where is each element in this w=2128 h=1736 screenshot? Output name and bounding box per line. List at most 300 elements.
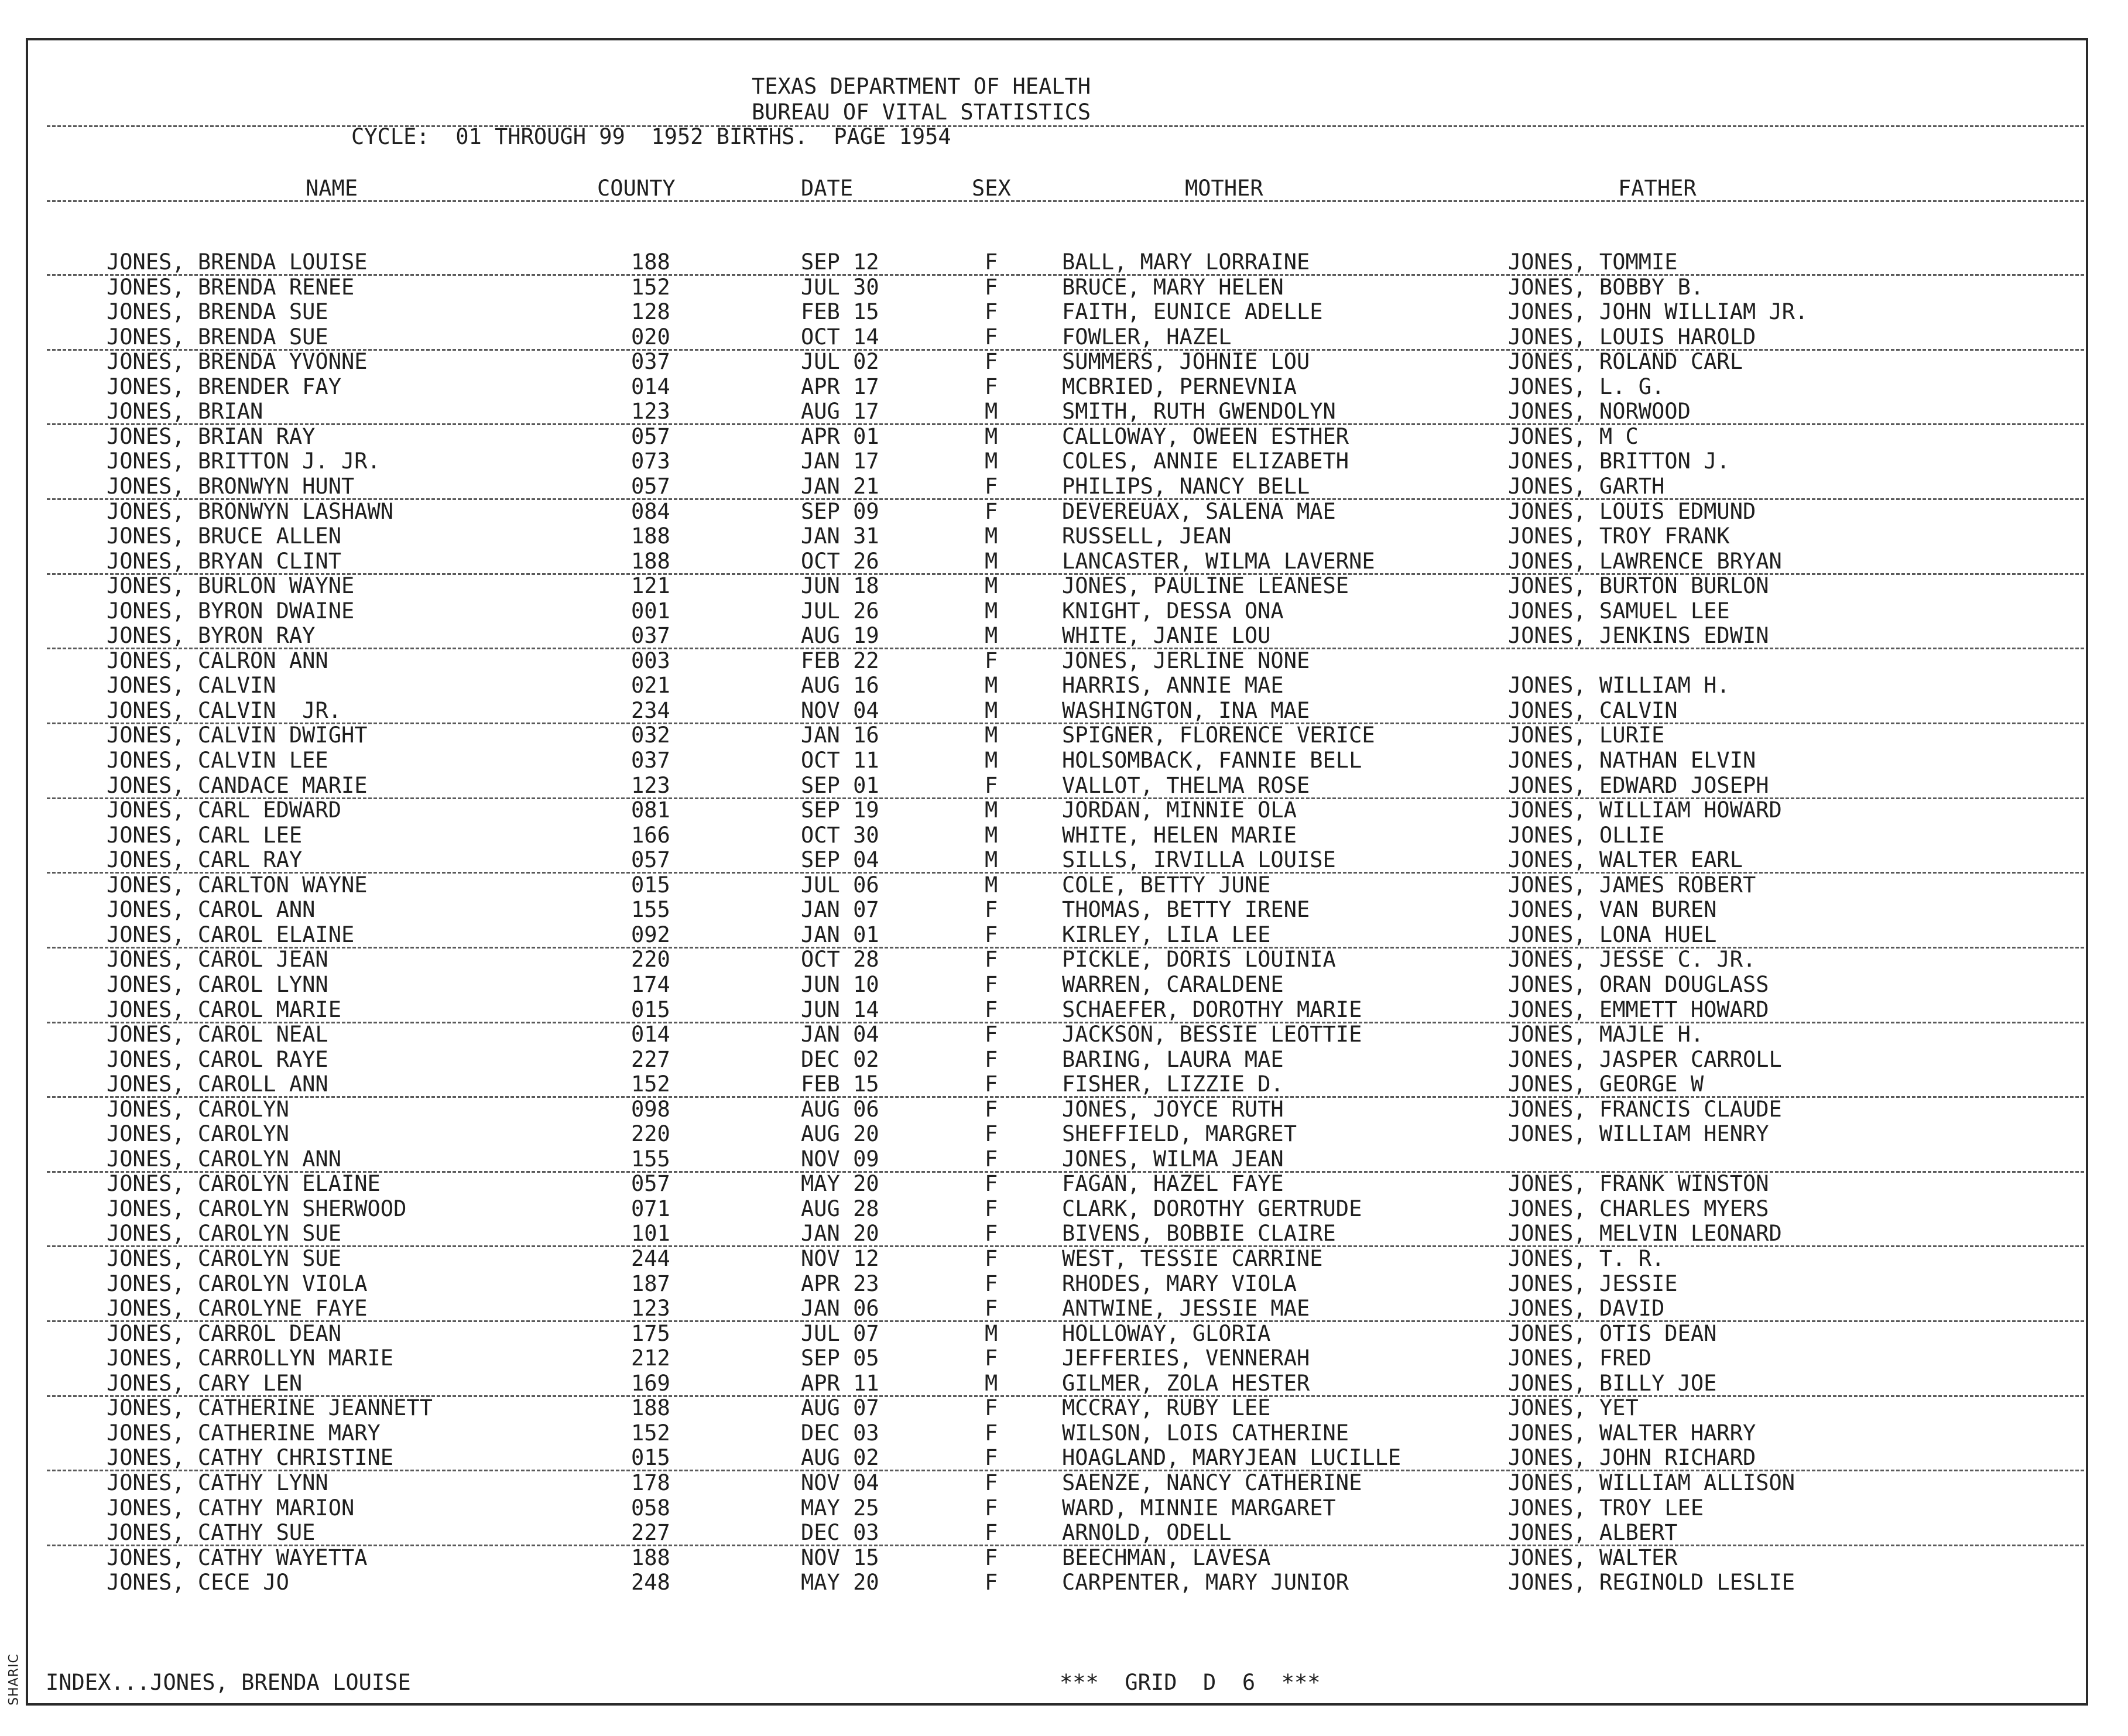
cell-name: JONES, CAROL RAYE: [107, 1047, 328, 1072]
cell-name: JONES, CARLTON WAYNE: [107, 872, 368, 898]
cell-father: JONES, NORWOOD: [1508, 399, 1691, 424]
cell-county: 188: [631, 1395, 670, 1420]
cell-date: JAN 20: [801, 1221, 879, 1246]
cell-mother: WEST, TESSIE CARRINE: [1062, 1246, 1323, 1271]
cell-name: JONES, CATHY LYNN: [107, 1470, 328, 1495]
cell-father: JONES, DAVID: [1508, 1296, 1665, 1321]
cell-name: JONES, CALRON ANN: [107, 648, 328, 673]
cell-sex: F: [985, 1470, 998, 1495]
cell-mother: JONES, PAULINE LEANESE: [1062, 573, 1349, 598]
cell-sex: M: [985, 673, 998, 698]
cell-date: APR 01: [801, 424, 879, 449]
cell-sex: M: [985, 523, 998, 549]
cell-father: JONES, ORAN DOUGLASS: [1508, 972, 1769, 997]
cell-date: SEP 09: [801, 499, 879, 524]
cell-sex: F: [985, 648, 998, 673]
cell-name: JONES, CAROLYNE FAYE: [107, 1296, 368, 1321]
cell-father: JONES, CALVIN: [1508, 698, 1678, 723]
cell-county: 071: [631, 1196, 670, 1221]
cell-mother: FOWLER, HAZEL: [1062, 324, 1232, 350]
cell-name: JONES, BRENDER FAY: [107, 374, 341, 399]
cell-father: JONES, T. R.: [1508, 1246, 1665, 1271]
cell-mother: JONES, JERLINE NONE: [1062, 648, 1310, 673]
cell-county: 220: [631, 1121, 670, 1146]
cell-date: SEP 19: [801, 797, 879, 823]
cell-father: JONES, ROLAND CARL: [1508, 349, 1743, 374]
cell-sex: F: [985, 1520, 998, 1545]
cell-mother: SPIGNER, FLORENCE VERICE: [1062, 723, 1375, 748]
cell-sex: M: [985, 847, 998, 872]
cell-father: JONES, MAJLE H.: [1508, 1022, 1704, 1047]
cell-county: 015: [631, 872, 670, 898]
cell-mother: WARREN, CARALDENE: [1062, 972, 1284, 997]
cell-sex: M: [985, 623, 998, 648]
cell-date: AUG 16: [801, 673, 879, 698]
cell-date: APR 17: [801, 374, 879, 399]
cell-date: SEP 05: [801, 1345, 879, 1371]
cell-name: JONES, CALVIN JR.: [107, 698, 341, 723]
cell-county: 003: [631, 648, 670, 673]
cell-mother: SHEFFIELD, MARGRET: [1062, 1121, 1297, 1146]
cell-sex: F: [985, 1246, 998, 1271]
cell-county: 188: [631, 1545, 670, 1570]
cell-name: JONES, CAROL NEAL: [107, 1022, 328, 1047]
cell-sex: F: [985, 374, 998, 399]
cell-father: JONES, JOHN RICHARD: [1508, 1445, 1756, 1470]
cell-mother: COLE, BETTY JUNE: [1062, 872, 1271, 898]
cell-mother: WILSON, LOIS CATHERINE: [1062, 1420, 1349, 1446]
cell-father: JONES, LOUIS HAROLD: [1508, 324, 1756, 350]
cell-name: JONES, CAROLYN SHERWOOD: [107, 1196, 407, 1221]
cell-father: JONES, TROY FRANK: [1508, 523, 1730, 549]
cell-name: JONES, CAROLYN: [107, 1097, 289, 1122]
cell-father: JONES, WILLIAM ALLISON: [1508, 1470, 1795, 1495]
cell-county: 152: [631, 1071, 670, 1097]
cell-mother: CALLOWAY, OWEEN ESTHER: [1062, 424, 1349, 449]
cell-date: JUL 07: [801, 1321, 879, 1346]
cell-father: JONES, OLLIE: [1508, 823, 1665, 848]
cell-county: 015: [631, 1445, 670, 1470]
cell-father: JONES, JASPER CARROLL: [1508, 1047, 1782, 1072]
cell-sex: F: [985, 1271, 998, 1296]
cell-sex: M: [985, 723, 998, 748]
cell-name: JONES, BRENDA YVONNE: [107, 349, 368, 374]
column-header-sex: SEX: [972, 176, 1011, 201]
cell-name: JONES, CAROLYN SUE: [107, 1246, 341, 1271]
cell-name: JONES, CAROL LYNN: [107, 972, 328, 997]
cell-county: 123: [631, 399, 670, 424]
cell-sex: F: [985, 1022, 998, 1047]
cell-date: DEC 02: [801, 1047, 879, 1072]
cell-mother: KIRLEY, LILA LEE: [1062, 922, 1271, 947]
cell-sex: F: [985, 1097, 998, 1122]
cell-mother: HOLLOWAY, GLORIA: [1062, 1321, 1271, 1346]
cell-sex: M: [985, 698, 998, 723]
cell-father: JONES, FRANK WINSTON: [1508, 1171, 1769, 1196]
cell-mother: LANCASTER, WILMA LAVERNE: [1062, 549, 1375, 574]
cell-date: JUL 06: [801, 872, 879, 898]
cell-mother: CLARK, DOROTHY GERTRUDE: [1062, 1196, 1362, 1221]
cell-sex: F: [985, 249, 998, 275]
side-label-text: SHARIC: [6, 1653, 22, 1706]
cell-sex: F: [985, 299, 998, 324]
cell-sex: M: [985, 797, 998, 823]
cell-county: 155: [631, 1146, 670, 1172]
cell-name: JONES, CARROLLYN MARIE: [107, 1345, 394, 1371]
cell-county: 123: [631, 773, 670, 798]
cell-date: JAN 21: [801, 474, 879, 499]
cell-county: 152: [631, 275, 670, 300]
cell-name: JONES, CAROLYN ANN: [107, 1146, 341, 1172]
cell-father: JONES, VAN BUREN: [1508, 897, 1717, 922]
cell-sex: F: [985, 1420, 998, 1446]
cell-sex: M: [985, 424, 998, 449]
cell-date: OCT 28: [801, 947, 879, 972]
cell-name: JONES, BRONWYN HUNT: [107, 474, 355, 499]
cell-father: JONES, GARTH: [1508, 474, 1665, 499]
cell-county: 057: [631, 1171, 670, 1196]
cell-mother: RHODES, MARY VIOLA: [1062, 1271, 1297, 1296]
cell-sex: F: [985, 474, 998, 499]
cell-name: JONES, BRUCE ALLEN: [107, 523, 341, 549]
cell-mother: JONES, WILMA JEAN: [1062, 1146, 1284, 1172]
cell-name: JONES, CAROLYN ELAINE: [107, 1171, 381, 1196]
cell-name: JONES, BRENDA RENEE: [107, 275, 355, 300]
cell-date: JUL 26: [801, 598, 879, 624]
cell-county: 248: [631, 1570, 670, 1595]
cell-sex: M: [985, 823, 998, 848]
cell-sex: F: [985, 1545, 998, 1570]
cell-mother: ARNOLD, ODELL: [1062, 1520, 1232, 1545]
cell-county: 037: [631, 748, 670, 773]
cell-father: JONES, JOHN WILLIAM JR.: [1508, 299, 1808, 324]
cell-sex: F: [985, 897, 998, 922]
cell-sex: F: [985, 1121, 998, 1146]
cell-father: JONES, JAMES ROBERT: [1508, 872, 1756, 898]
cell-county: 032: [631, 723, 670, 748]
cell-mother: JONES, JOYCE RUTH: [1062, 1097, 1284, 1122]
cell-county: 057: [631, 474, 670, 499]
cell-county: 020: [631, 324, 670, 350]
cell-father: JONES, JENKINS EDWIN: [1508, 623, 1769, 648]
cell-name: JONES, CECE JO: [107, 1570, 289, 1595]
cell-date: SEP 04: [801, 847, 879, 872]
column-header-father: FATHER: [1618, 176, 1697, 201]
cell-father: JONES, FRED: [1508, 1345, 1652, 1371]
cell-date: DEC 03: [801, 1520, 879, 1545]
cell-date: FEB 15: [801, 1071, 879, 1097]
cell-name: JONES, CAROL JEAN: [107, 947, 328, 972]
cell-date: AUG 17: [801, 399, 879, 424]
cell-name: JONES, BRONWYN LASHAWN: [107, 499, 394, 524]
cell-father: JONES, WALTER HARRY: [1508, 1420, 1756, 1446]
cell-mother: BALL, MARY LORRAINE: [1062, 249, 1310, 275]
cell-name: JONES, CAROLL ANN: [107, 1071, 328, 1097]
cell-sex: F: [985, 1395, 998, 1420]
grid-text: *** GRID D 6 ***: [1060, 1670, 1321, 1695]
cell-mother: BEECHMAN, LAVESA: [1062, 1545, 1271, 1570]
cell-county: 166: [631, 823, 670, 848]
cell-county: 037: [631, 623, 670, 648]
cell-father: JONES, SAMUEL LEE: [1508, 598, 1730, 624]
cell-date: JUN 18: [801, 573, 879, 598]
cell-mother: JORDAN, MINNIE OLA: [1062, 797, 1297, 823]
cell-mother: BARING, LAURA MAE: [1062, 1047, 1284, 1072]
cell-mother: COLES, ANNIE ELIZABETH: [1062, 448, 1349, 474]
cell-father: JONES, REGINOLD LESLIE: [1508, 1570, 1795, 1595]
cell-mother: DEVEREUAX, SALENA MAE: [1062, 499, 1336, 524]
cell-date: OCT 14: [801, 324, 879, 350]
cell-father: JONES, WALTER: [1508, 1545, 1678, 1570]
cell-sex: F: [985, 1221, 998, 1246]
cell-father: JONES, OTIS DEAN: [1508, 1321, 1717, 1346]
cell-date: JAN 16: [801, 723, 879, 748]
cell-name: JONES, BYRON RAY: [107, 623, 316, 648]
cell-date: JAN 17: [801, 448, 879, 474]
cell-father: JONES, TROY LEE: [1508, 1495, 1704, 1521]
cell-mother: JEFFERIES, VENNERAH: [1062, 1345, 1310, 1371]
cell-date: AUG 02: [801, 1445, 879, 1470]
cell-county: 021: [631, 673, 670, 698]
cell-date: JAN 04: [801, 1022, 879, 1047]
cell-name: JONES, BRENDA SUE: [107, 324, 328, 350]
cell-mother: KNIGHT, DESSA ONA: [1062, 598, 1284, 624]
cell-sex: F: [985, 1171, 998, 1196]
cell-date: FEB 22: [801, 648, 879, 673]
cell-county: 187: [631, 1271, 670, 1296]
cell-father: JONES, EDWARD JOSEPH: [1508, 773, 1769, 798]
cell-county: 155: [631, 897, 670, 922]
cell-father: JONES, BURTON BURLON: [1508, 573, 1769, 598]
cell-father: JONES, BILLY JOE: [1508, 1371, 1717, 1396]
cell-county: 121: [631, 573, 670, 598]
cell-sex: F: [985, 324, 998, 350]
cell-mother: FAITH, EUNICE ADELLE: [1062, 299, 1323, 324]
report-subtitle: BUREAU OF VITAL STATISTICS: [752, 100, 1091, 125]
cell-name: JONES, CALVIN: [107, 673, 276, 698]
cell-name: JONES, CARL EDWARD: [107, 797, 341, 823]
cell-father: JONES, WILLIAM HENRY: [1508, 1121, 1769, 1146]
cell-date: OCT 26: [801, 549, 879, 574]
cell-sex: M: [985, 598, 998, 624]
cell-name: JONES, BRITTON J. JR.: [107, 448, 381, 474]
cell-date: JUN 10: [801, 972, 879, 997]
cell-father: JONES, FRANCIS CLAUDE: [1508, 1097, 1782, 1122]
cell-sex: F: [985, 997, 998, 1022]
cell-sex: F: [985, 349, 998, 374]
cell-date: JUN 14: [801, 997, 879, 1022]
cell-county: 058: [631, 1495, 670, 1521]
cell-father: JONES, GEORGE W: [1508, 1071, 1704, 1097]
cell-county: 234: [631, 698, 670, 723]
cell-date: SEP 01: [801, 773, 879, 798]
cell-county: 081: [631, 797, 670, 823]
cell-mother: MCBRIED, PERNEVNIA: [1062, 374, 1297, 399]
cell-county: 015: [631, 997, 670, 1022]
cell-mother: HOAGLAND, MARYJEAN LUCILLE: [1062, 1445, 1401, 1470]
cell-father: JONES, WALTER EARL: [1508, 847, 1743, 872]
cell-name: JONES, CATHY SUE: [107, 1520, 316, 1545]
cell-sex: F: [985, 1345, 998, 1371]
cell-sex: F: [985, 499, 998, 524]
cell-father: JONES, BRITTON J.: [1508, 448, 1730, 474]
cell-county: 101: [631, 1221, 670, 1246]
cell-name: JONES, CATHERINE JEANNETT: [107, 1395, 433, 1420]
cell-county: 057: [631, 847, 670, 872]
cell-sex: F: [985, 972, 998, 997]
cell-mother: SMITH, RUTH GWENDOLYN: [1062, 399, 1336, 424]
cell-county: 227: [631, 1520, 670, 1545]
cell-father: JONES, EMMETT HOWARD: [1508, 997, 1769, 1022]
cell-name: JONES, BRIAN: [107, 399, 263, 424]
cell-date: JUL 30: [801, 275, 879, 300]
cell-mother: SUMMERS, JOHNIE LOU: [1062, 349, 1310, 374]
cell-father: JONES, JESSIE: [1508, 1271, 1678, 1296]
cell-date: JAN 31: [801, 523, 879, 549]
cell-county: 212: [631, 1345, 670, 1371]
cell-mother: RUSSELL, JEAN: [1062, 523, 1232, 549]
cell-date: SEP 12: [801, 249, 879, 275]
cell-county: 123: [631, 1296, 670, 1321]
cell-county: 001: [631, 598, 670, 624]
cell-name: JONES, CARY LEN: [107, 1371, 303, 1396]
cell-mother: CARPENTER, MARY JUNIOR: [1062, 1570, 1349, 1595]
cell-county: 227: [631, 1047, 670, 1072]
cell-mother: BRUCE, MARY HELEN: [1062, 275, 1284, 300]
report-title: TEXAS DEPARTMENT OF HEALTH: [752, 74, 1091, 99]
cell-father: JONES, LURIE: [1508, 723, 1665, 748]
cell-sex: F: [985, 1445, 998, 1470]
cell-sex: M: [985, 573, 998, 598]
cell-sex: F: [985, 773, 998, 798]
cell-mother: SAENZE, NANCY CATHERINE: [1062, 1470, 1362, 1495]
cell-name: JONES, CAROLYN SUE: [107, 1221, 341, 1246]
column-header-county: COUNTY: [597, 176, 676, 201]
cell-name: JONES, CARROL DEAN: [107, 1321, 341, 1346]
cell-county: 152: [631, 1420, 670, 1446]
cell-mother: JACKSON, BESSIE LEOTTIE: [1062, 1022, 1362, 1047]
cell-county: 188: [631, 549, 670, 574]
cell-county: 188: [631, 523, 670, 549]
cell-mother: THOMAS, BETTY IRENE: [1062, 897, 1310, 922]
cell-father: JONES, WILLIAM H.: [1508, 673, 1730, 698]
cell-sex: M: [985, 872, 998, 898]
cell-mother: SILLS, IRVILLA LOUISE: [1062, 847, 1336, 872]
cell-sex: F: [985, 922, 998, 947]
index-text: INDEX...JONES, BRENDA LOUISE: [46, 1670, 411, 1695]
cell-sex: F: [985, 1146, 998, 1172]
cell-name: JONES, CATHY MARION: [107, 1495, 355, 1521]
cell-name: JONES, BYRON DWAINE: [107, 598, 355, 624]
cell-date: APR 23: [801, 1271, 879, 1296]
cell-sex: M: [985, 448, 998, 474]
cell-sex: F: [985, 947, 998, 972]
cell-county: 188: [631, 249, 670, 275]
cell-name: JONES, BRYAN CLINT: [107, 549, 341, 574]
cell-mother: SCHAEFER, DOROTHY MARIE: [1062, 997, 1362, 1022]
cell-date: JAN 06: [801, 1296, 879, 1321]
cell-mother: HARRIS, ANNIE MAE: [1062, 673, 1284, 698]
cell-sex: F: [985, 1196, 998, 1221]
cell-county: 092: [631, 922, 670, 947]
cell-date: AUG 28: [801, 1196, 879, 1221]
cell-mother: FISHER, LIZZIE D.: [1062, 1071, 1284, 1097]
cell-name: JONES, CARL RAY: [107, 847, 303, 872]
cell-name: JONES, BRIAN RAY: [107, 424, 316, 449]
cycle-line: CYCLE: 01 THROUGH 99 1952 BIRTHS. PAGE 1954: [351, 124, 951, 149]
column-header-mother: MOTHER: [1185, 176, 1263, 201]
cell-mother: WHITE, HELEN MARIE: [1062, 823, 1297, 848]
cell-sex: M: [985, 1321, 998, 1346]
cell-mother: HOLSOMBACK, FANNIE BELL: [1062, 748, 1362, 773]
cell-father: JONES, YET: [1508, 1395, 1639, 1420]
cell-date: DEC 03: [801, 1420, 879, 1446]
cell-sex: M: [985, 549, 998, 574]
cell-name: JONES, BRENDA SUE: [107, 299, 328, 324]
column-header-date: DATE: [801, 176, 854, 201]
cell-date: MAY 20: [801, 1171, 879, 1196]
cell-father: JONES, JESSE C. JR.: [1508, 947, 1756, 972]
cell-sex: F: [985, 1047, 998, 1072]
cell-date: OCT 11: [801, 748, 879, 773]
cell-date: JAN 07: [801, 897, 879, 922]
cell-county: 037: [631, 349, 670, 374]
cell-date: NOV 04: [801, 1470, 879, 1495]
cell-name: JONES, BURLON WAYNE: [107, 573, 355, 598]
cell-name: JONES, CAROL ELAINE: [107, 922, 355, 947]
cell-date: MAY 25: [801, 1495, 879, 1521]
cell-date: JUL 02: [801, 349, 879, 374]
cell-mother: FAGAN, HAZEL FAYE: [1062, 1171, 1284, 1196]
cell-county: 128: [631, 299, 670, 324]
cell-father: JONES, CHARLES MYERS: [1508, 1196, 1769, 1221]
cell-county: 244: [631, 1246, 670, 1271]
cell-sex: F: [985, 275, 998, 300]
side-label: [1, 1651, 25, 1710]
cell-father: JONES, ALBERT: [1508, 1520, 1678, 1545]
cell-county: 073: [631, 448, 670, 474]
cell-date: FEB 15: [801, 299, 879, 324]
cell-county: 098: [631, 1097, 670, 1122]
cell-name: JONES, CARL LEE: [107, 823, 303, 848]
cell-father: JONES, LONA HUEL: [1508, 922, 1717, 947]
cell-date: NOV 15: [801, 1545, 879, 1570]
cell-date: MAY 20: [801, 1570, 879, 1595]
cell-mother: BIVENS, BOBBIE CLAIRE: [1062, 1221, 1336, 1246]
cell-date: NOV 09: [801, 1146, 879, 1172]
cell-date: AUG 19: [801, 623, 879, 648]
cell-father: JONES, BOBBY B.: [1508, 275, 1704, 300]
cell-date: AUG 07: [801, 1395, 879, 1420]
cell-sex: M: [985, 399, 998, 424]
cell-name: JONES, CAROL ANN: [107, 897, 316, 922]
cell-name: JONES, CAROLYN: [107, 1121, 289, 1146]
cell-name: JONES, CALVIN LEE: [107, 748, 328, 773]
cell-sex: F: [985, 1570, 998, 1595]
cell-father: JONES, LAWRENCE BRYAN: [1508, 549, 1782, 574]
cell-county: 014: [631, 1022, 670, 1047]
cell-county: 174: [631, 972, 670, 997]
cell-father: JONES, M C: [1508, 424, 1639, 449]
cell-mother: WHITE, JANIE LOU: [1062, 623, 1271, 648]
cell-sex: F: [985, 1495, 998, 1521]
cell-mother: PHILIPS, NANCY BELL: [1062, 474, 1310, 499]
cell-county: 084: [631, 499, 670, 524]
cell-name: JONES, CAROL MARIE: [107, 997, 341, 1022]
cell-date: AUG 20: [801, 1121, 879, 1146]
cell-sex: M: [985, 748, 998, 773]
cell-mother: WARD, MINNIE MARGARET: [1062, 1495, 1336, 1521]
